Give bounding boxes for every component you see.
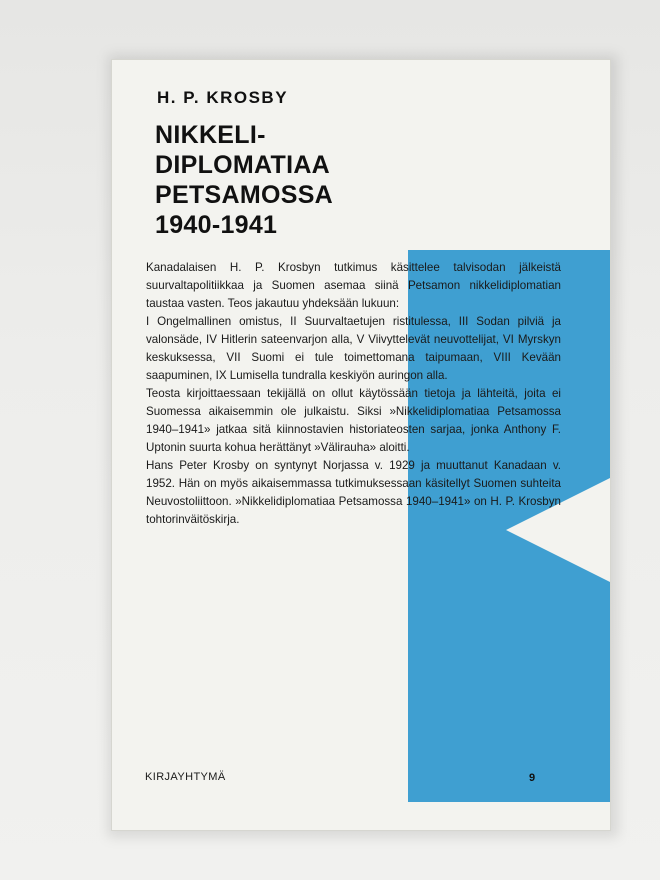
- book-back-cover: [111, 59, 611, 831]
- blurb-paragraph: Kanadalaisen H. P. Krosbyn tutkimus käsittelee talvisodan jälkeistä suurvaltapolitiikkaa ja Suomen asemaa siinä Petsamon nikkelidiplomatian taustaa vasten. Teos jakautuu yhdeksään lukuun:: [146, 261, 561, 310]
- book-title: [155, 120, 333, 240]
- title-line: 1940-1941: [155, 211, 278, 239]
- blurb-paragraph: Teosta kirjoittaessaan tekijällä on ollut käytössään tietoja ja lähteitä, joita ei Suomessa aikaisemmin ole julkaistu. Siksi »Nikkelidiplomatiaa Petsamossa 1940–1941» jatkaa sitä kiinnostavien historiateosten sarjaa, jonka Anthony F. Uptonin suurta kohua herättänyt »Välirauha» aloitti.: [146, 387, 561, 454]
- title-line: PETSAMOSSA: [155, 181, 334, 209]
- series-number: 9: [529, 772, 536, 784]
- title-line: NIKKELI-: [155, 121, 266, 149]
- blurb-text: [146, 259, 561, 529]
- blurb-paragraph: Hans Peter Krosby on syntynyt Norjassa v. 1929 ja muuttanut Kanadaan v. 1952. Hän on myös aikaisemmassa tutkimuksessaan käsitellyt Suomen suhteita Neuvostoliittoon. »Nikkelidiplomatiaa Petsamossa 1940–1941» on H. P. Krosbyn tohtorinväitöskirja.: [146, 459, 561, 526]
- title-line: DIPLOMATIAA: [155, 151, 331, 179]
- blurb-paragraph: I Ongelmallinen omistus, II Suurvaltaetujen ristitulessa, III Sodan pilviä ja valonsäde, IV Hitlerin sateenvarjon alla, V Viivyttelevät neuvottelijat, VI Myrskyn keskuksessa, VII Suomi ei tule toimettomana taipumaan, VIII Kevään saapuminen, IX Lumisella tundralla keskiyön auringon alla.: [146, 315, 561, 382]
- author-name: H. P. KROSBY: [157, 88, 289, 107]
- publisher-name: KIRJAYHTYMÄ: [145, 771, 226, 783]
